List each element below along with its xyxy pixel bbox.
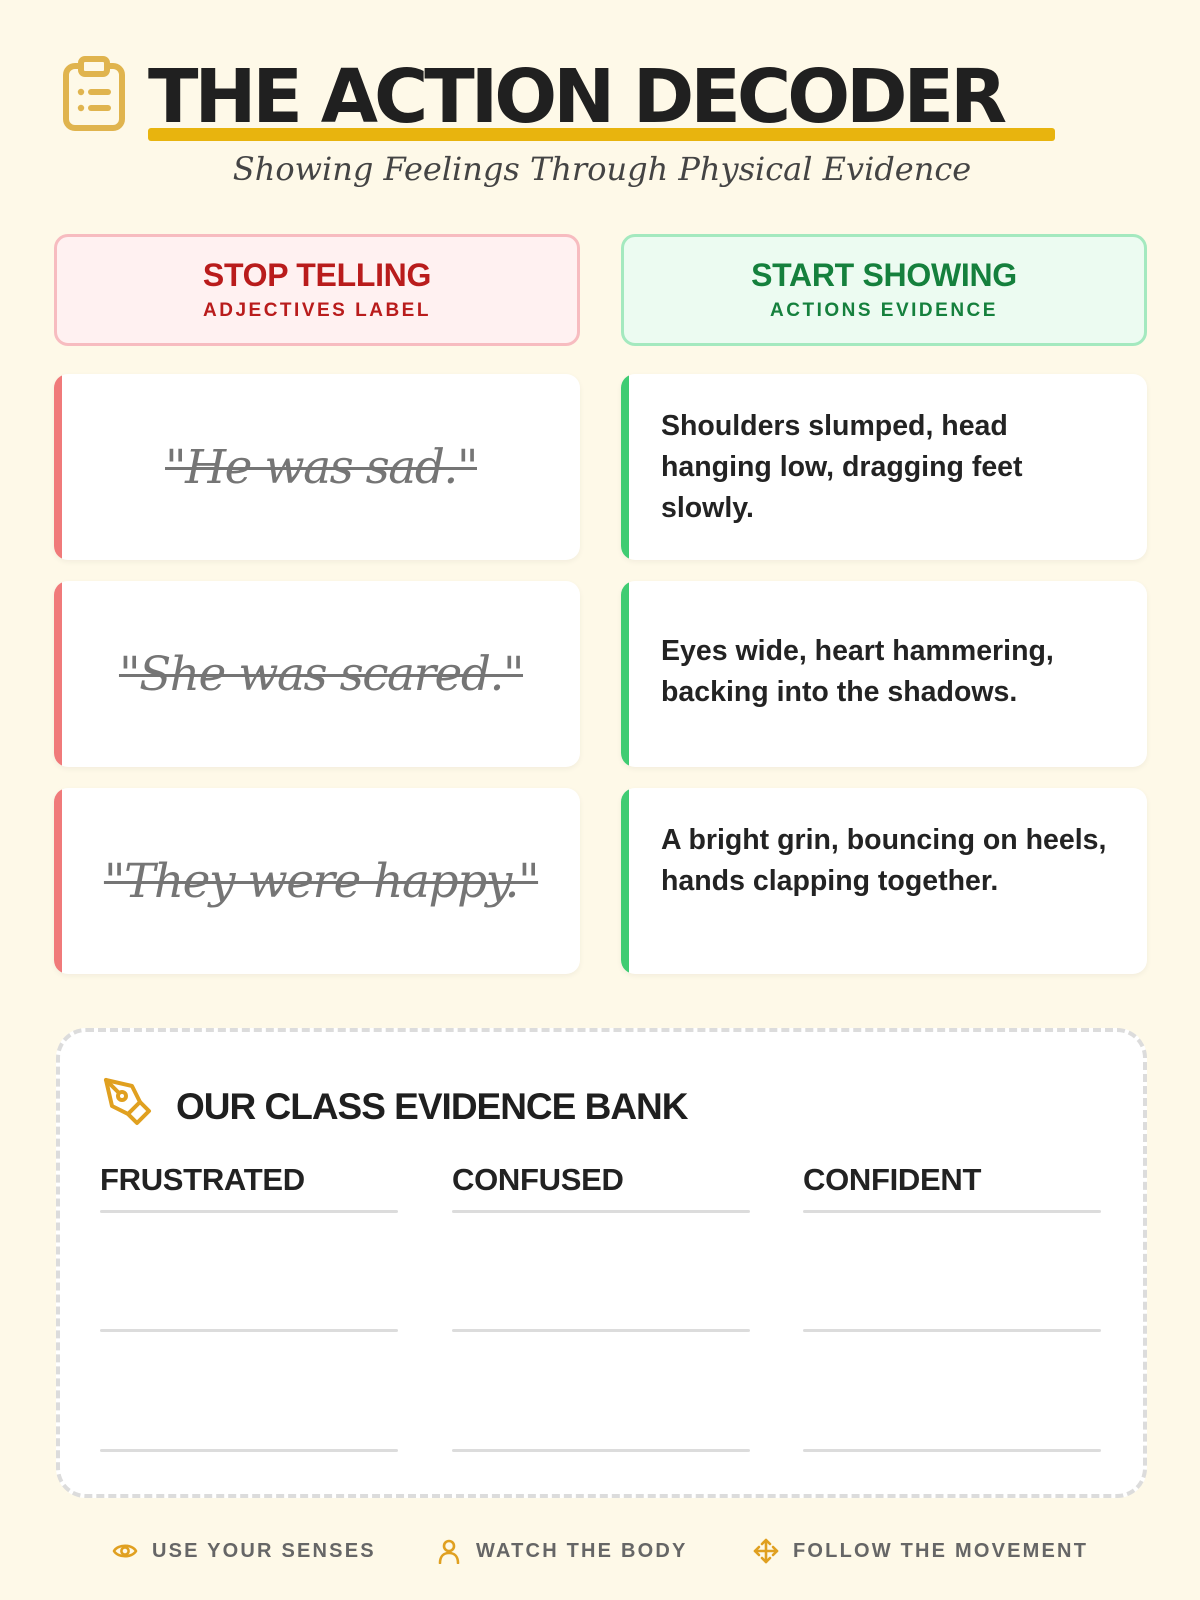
bank-column-frustrated	[100, 1162, 398, 1452]
bank-column-label: CONFUSED	[452, 1162, 624, 1197]
telling-card	[54, 581, 580, 767]
showing-text: Shoulders slumped, head hanging low, dragging feet slowly.	[661, 410, 1023, 524]
footer-tip-label: WATCH THE BODY	[476, 1539, 688, 1562]
footer-tip-body	[436, 1536, 688, 1566]
bank-column-confident	[803, 1162, 1101, 1452]
evidence-bank-title: OUR CLASS EVIDENCE BANK	[176, 1086, 688, 1127]
start-showing-title: START SHOWING	[751, 257, 1017, 293]
footer-tip-senses	[112, 1536, 376, 1566]
showing-text: A bright grin, bouncing on heels, hands clapping together.	[661, 824, 1107, 897]
footer-tip-label: USE YOUR SENSES	[152, 1539, 376, 1562]
card-accent-bar	[54, 788, 62, 974]
pen-tool-icon	[102, 1076, 154, 1128]
evidence-bank	[56, 1028, 1147, 1498]
showing-card	[621, 581, 1147, 767]
showing-text: Eyes wide, heart hammering, backing into the shadows.	[661, 635, 1054, 708]
writing-line[interactable]	[452, 1210, 750, 1213]
showing-card	[621, 788, 1147, 974]
bank-column-label: CONFIDENT	[803, 1162, 982, 1197]
move-arrows-icon	[753, 1538, 779, 1564]
card-accent-bar	[621, 374, 629, 560]
writing-line[interactable]	[803, 1329, 1101, 1332]
stop-telling-header	[54, 234, 580, 346]
card-accent-bar	[54, 581, 62, 767]
bank-column-label: FRUSTRATED	[100, 1162, 305, 1197]
writing-line[interactable]	[100, 1449, 398, 1452]
page-title: THE ACTION DECODER	[148, 54, 1004, 140]
person-icon	[436, 1538, 462, 1564]
writing-line[interactable]	[100, 1210, 398, 1213]
writing-line[interactable]	[452, 1329, 750, 1332]
eye-icon	[112, 1538, 138, 1564]
card-accent-bar	[621, 581, 629, 767]
footer-tip-movement	[753, 1536, 1088, 1566]
telling-card	[54, 788, 580, 974]
card-accent-bar	[54, 374, 62, 560]
start-showing-subtitle: ACTIONS EVIDENCE	[770, 300, 998, 321]
bank-column-confused	[452, 1162, 750, 1452]
telling-card	[54, 374, 580, 560]
header	[0, 0, 1200, 210]
footer-tip-label: FOLLOW THE MOVEMENT	[793, 1539, 1089, 1562]
start-showing-header	[621, 234, 1147, 346]
card-accent-bar	[621, 788, 629, 974]
stop-telling-title: STOP TELLING	[202, 257, 432, 293]
writing-line[interactable]	[803, 1449, 1101, 1452]
writing-line[interactable]	[452, 1449, 750, 1452]
page-subtitle: Showing Feelings Through Physical Evidence	[232, 150, 972, 188]
stop-telling-subtitle: ADJECTIVES LABEL	[203, 300, 431, 321]
showing-card	[621, 374, 1147, 560]
writing-line[interactable]	[803, 1210, 1101, 1213]
telling-text: "They were happy."	[103, 853, 539, 909]
telling-text: "He was sad."	[165, 439, 477, 495]
clipboard-list-icon	[62, 56, 126, 132]
telling-text: "She was scared."	[118, 646, 524, 702]
writing-line[interactable]	[100, 1329, 398, 1332]
